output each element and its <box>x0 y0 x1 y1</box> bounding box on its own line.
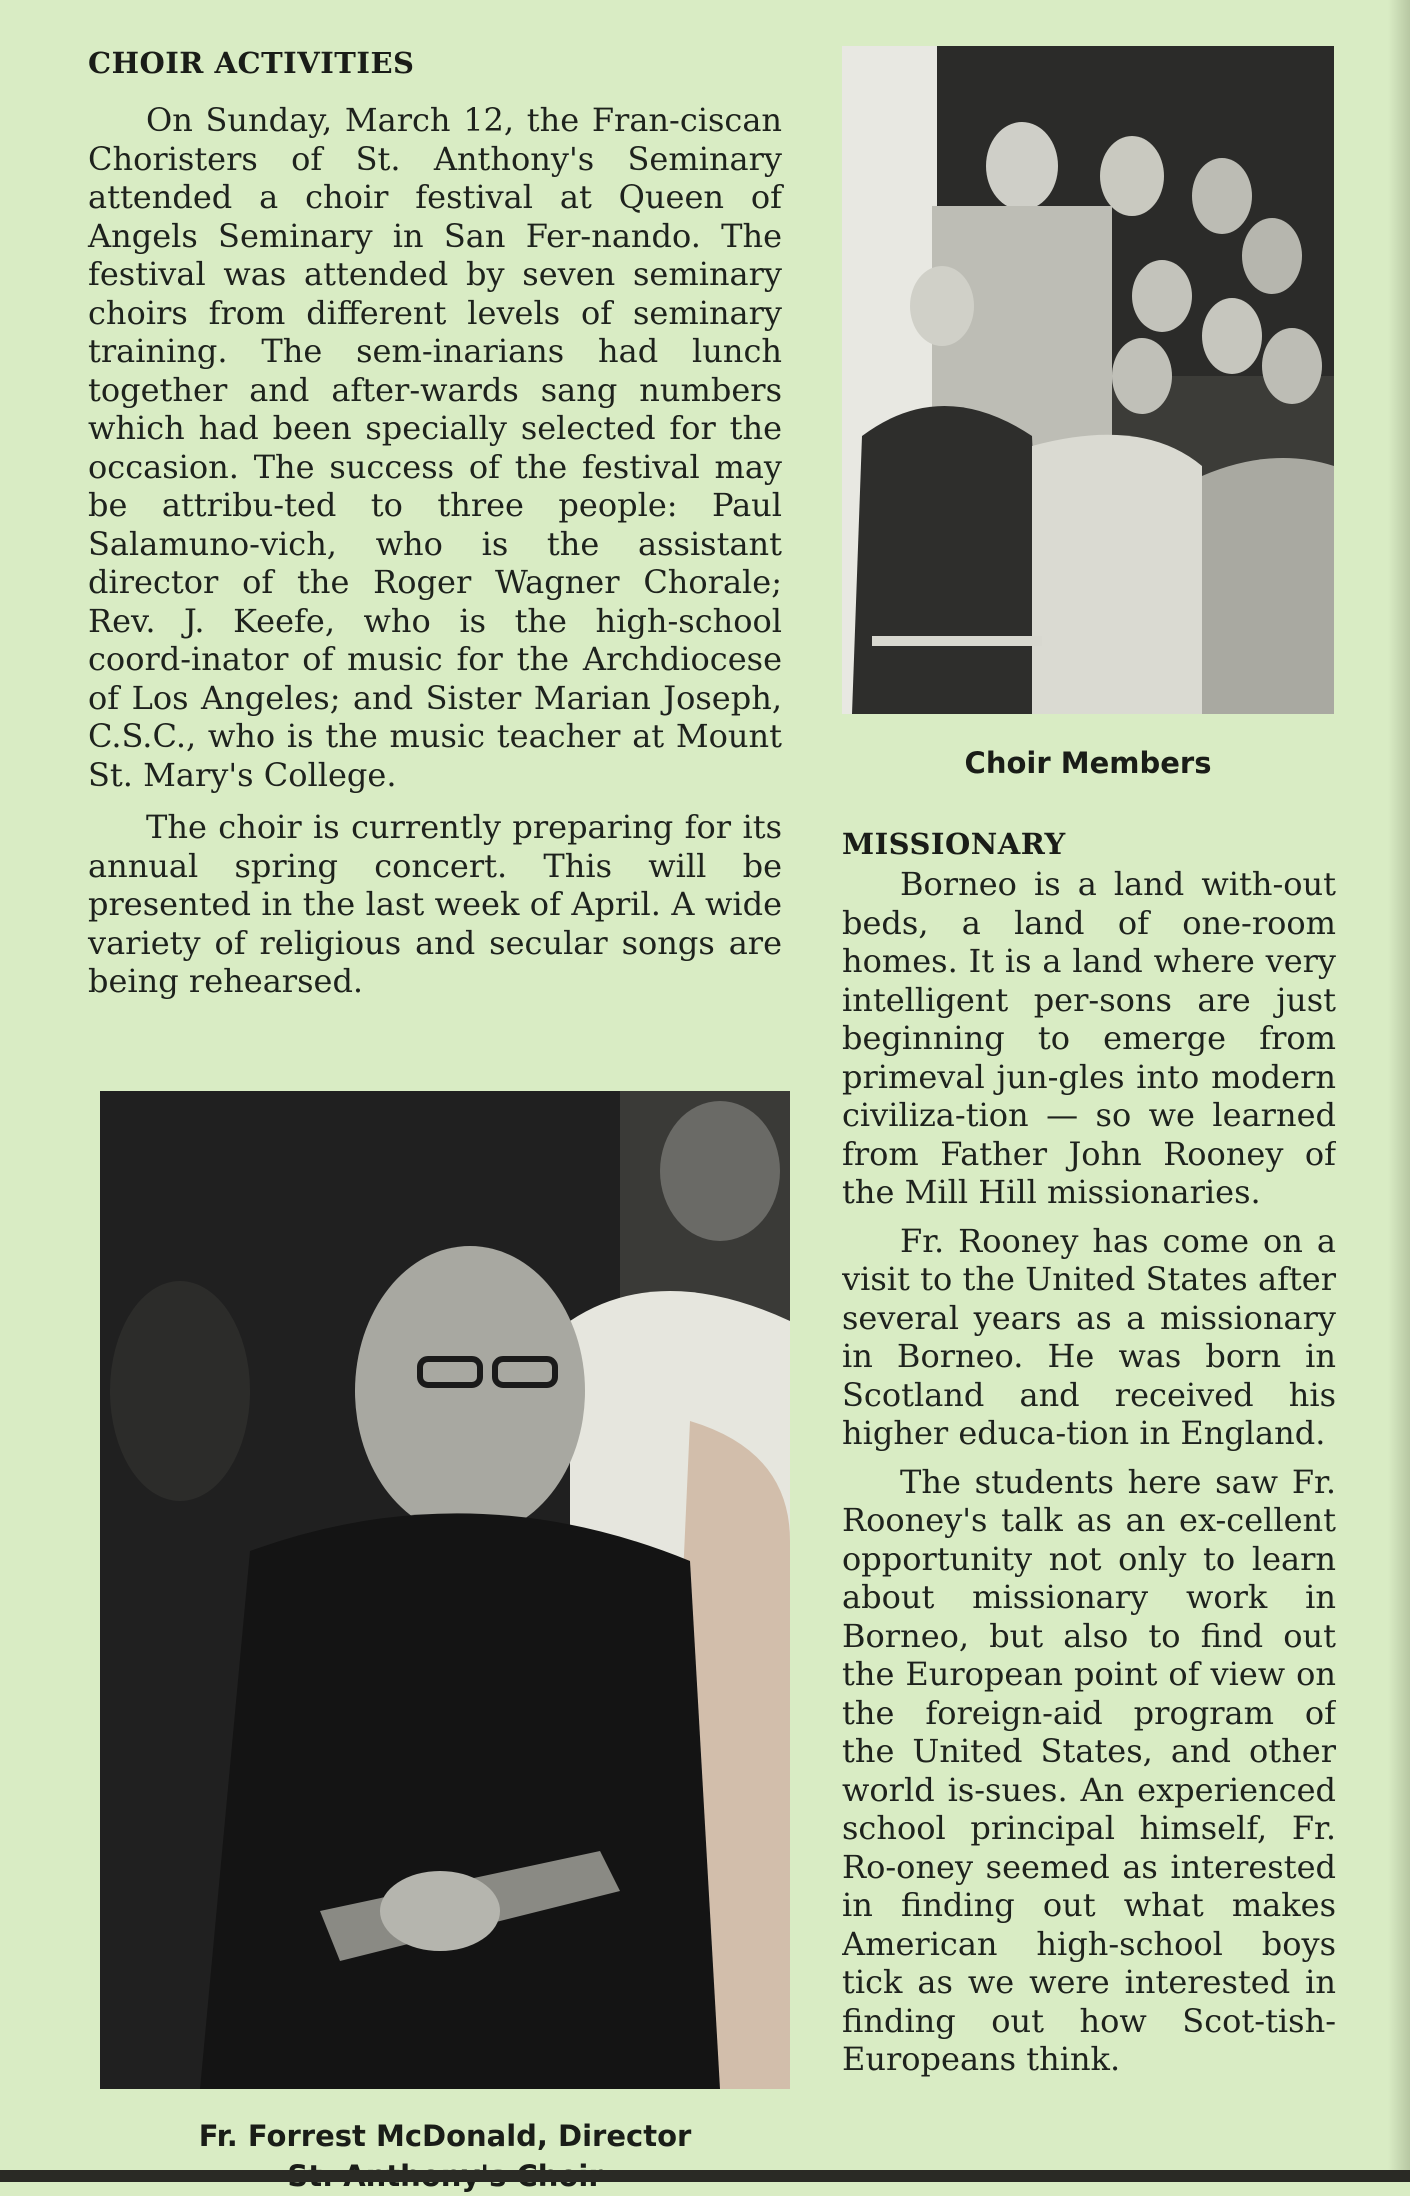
director-caption-line-1: Fr. Forrest McDonald, Director <box>198 2119 692 2153</box>
choir-paragraph-2: The choir is currently preparing for its annual spring concert. This will be presented in the last week of April. A wide variety of religious and secular songs are being rehearsed. <box>88 808 782 1000</box>
page-edge-shadow <box>1388 0 1410 2182</box>
choir-heading: CHOIR ACTIVITIES <box>88 46 415 80</box>
choir-members-caption: Choir Members <box>964 746 1212 780</box>
choir-article <box>88 101 782 1001</box>
missionary-heading: MISSIONARY <box>842 827 1066 861</box>
missionary-paragraph-3: The students here saw Fr. Rooney's talk as an ex-cellent opportunity not only to learn about missionary work in Borneo, but also to find out the European point of view on the foreign-aid program of the United States, and other world is-sues. An experienced school principal himself, Fr. Ro-oney seemed as interested in finding out what makes American high-school boys tick as we were interested in finding out how Scot-tish-Europeans think. <box>842 1462 1336 2078</box>
missionary-paragraph-1: Borneo is a land with-out beds, a land of one-room homes. It is a land where very intelligent per-sons are just beginning to emerge from primeval jun-gles into modern civiliza-tion — so we learned from Father John Rooney of the Mill Hill missionaries. <box>842 865 1336 1211</box>
choir-members-photo <box>842 46 1334 714</box>
missionary-paragraph-2: Fr. Rooney has come on a visit to the United States after several years as a missionary in Borneo. He was born in Scotland and received his higher educa-tion in England. <box>842 1221 1336 1452</box>
director-caption <box>100 2116 790 2196</box>
choir-paragraph-1: On Sunday, March 12, the Fran-ciscan Choristers of St. Anthony's Seminary attended a choir festival at Queen of Angels Seminary in San Fer-nando. The festival was attended by seven seminary choirs from different levels of seminary training. The sem-inarians had lunch together and after-wards sang numbers which had been specially selected for the occasion. The success of the festival may be attribu-ted to three people: Paul Salamuno-vich, who is the assistant director of the Roger Wagner Chorale; Rev. J. Keefe, who is the high-school coord-inator of music for the Archdiocese of Los Angeles; and Sister Marian Joseph, C.S.C., who is the music teacher at Mount St. Mary's College. <box>88 101 782 794</box>
director-photo <box>100 1091 790 2089</box>
bottom-edge-bar <box>0 2170 1410 2182</box>
missionary-article <box>842 865 1336 2165</box>
